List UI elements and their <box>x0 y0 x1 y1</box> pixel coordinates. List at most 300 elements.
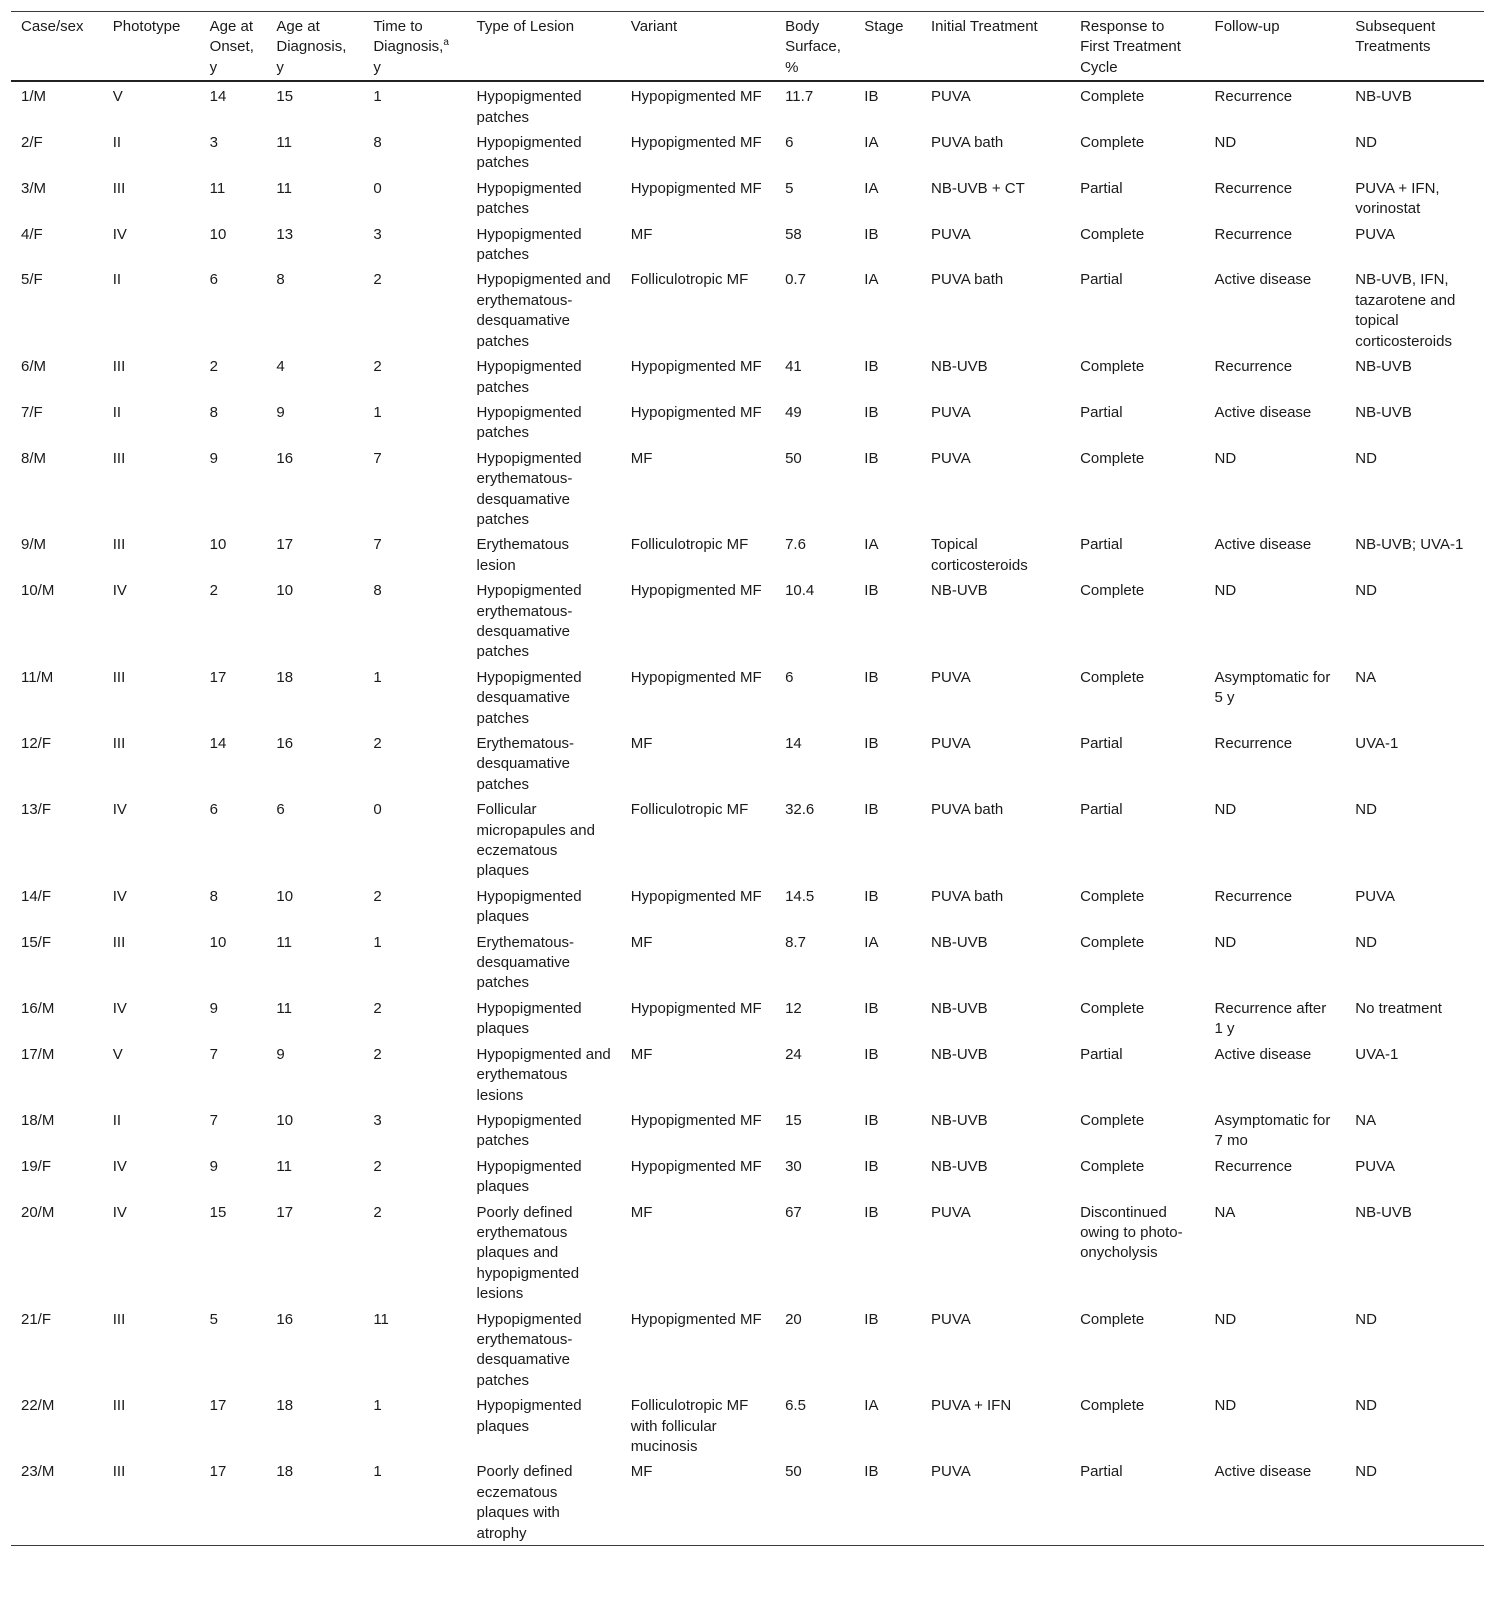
cell-variant: Hypopigmented MF <box>630 134 762 152</box>
cell-phototype: II <box>112 134 122 152</box>
cell-phototype: IV <box>112 582 127 600</box>
cell-time-to-diagnosis: 1 <box>373 1397 382 1415</box>
cell-variant: Hypopigmented MF <box>630 358 762 376</box>
cell-time-to-diagnosis: 2 <box>373 887 382 905</box>
table-row <box>11 1153 1484 1199</box>
cell-type-of-lesion: Hypopigmented plaques <box>476 1157 582 1196</box>
cell-time-to-diagnosis: 1 <box>373 933 382 951</box>
cell-stage: IA <box>864 179 879 197</box>
cell-time-to-diagnosis: 2 <box>373 271 382 289</box>
cell-variant: MF <box>630 449 653 467</box>
cell-stage: IB <box>864 1463 879 1481</box>
cell-stage: IB <box>864 1045 879 1063</box>
cell-phototype: III <box>112 735 126 752</box>
cell-phototype: V <box>112 88 123 106</box>
cell-follow-up: Active disease <box>1214 1463 1312 1481</box>
cell-response: Complete <box>1080 1157 1145 1175</box>
cell-follow-up: Active disease <box>1214 271 1312 289</box>
cell-time-to-diagnosis: 1 <box>373 1463 382 1481</box>
table-row <box>11 929 1484 995</box>
cell-subsequent-treatments: PUVA <box>1355 887 1395 905</box>
cell-age-onset: 2 <box>209 582 219 600</box>
cell-age-diagnosis: 11 <box>276 134 292 152</box>
table-row <box>11 1458 1484 1545</box>
cell-case-sex: 16/M <box>21 999 55 1017</box>
cell-response: Complete <box>1080 88 1145 106</box>
cell-case-sex: 17/M <box>21 1045 55 1063</box>
cell-age-onset: 6 <box>209 801 219 819</box>
cell-body-surface: 67 <box>785 1203 802 1221</box>
cell-stage: IB <box>864 582 879 600</box>
cell-response: Partial <box>1080 1045 1123 1063</box>
table-container <box>11 11 1484 1546</box>
cell-variant: Hypopigmented MF <box>630 999 762 1017</box>
cell-case-sex: 14/F <box>21 887 52 905</box>
cell-initial-treatment: NB-UVB <box>931 933 988 951</box>
cell-age-diagnosis: 9 <box>276 403 285 421</box>
cell-variant: Hypopigmented MF <box>630 1157 762 1175</box>
cell-initial-treatment: PUVA <box>931 449 971 467</box>
cell-initial-treatment: PUVA <box>931 1463 971 1481</box>
cell-case-sex: 23/M <box>21 1463 55 1481</box>
cell-body-surface: 24 <box>785 1045 802 1063</box>
cell-age-onset: 3 <box>209 134 219 152</box>
cell-body-surface: 11.7 <box>785 88 814 106</box>
cell-age-onset: 7 <box>209 1111 219 1129</box>
cell-initial-treatment: NB-UVB <box>931 999 988 1017</box>
cell-time-to-diagnosis: 2 <box>373 1045 382 1063</box>
cell-follow-up: ND <box>1214 582 1237 600</box>
cell-variant: MF <box>630 1045 653 1063</box>
cell-follow-up: Recurrence <box>1214 179 1293 197</box>
cell-body-surface: 30 <box>785 1157 802 1175</box>
cell-case-sex: 21/F <box>21 1310 52 1328</box>
cell-follow-up: Recurrence <box>1214 735 1293 752</box>
cell-age-diagnosis: 9 <box>276 1045 285 1063</box>
cell-stage: IB <box>864 403 879 421</box>
cell-age-onset: 14 <box>209 735 227 752</box>
cell-stage: IB <box>864 1203 879 1221</box>
cell-initial-treatment: NB-UVB <box>931 582 988 600</box>
col-header-case-sex: Case/sex <box>21 18 84 35</box>
cell-age-diagnosis: 15 <box>276 88 294 106</box>
cell-body-surface: 6 <box>785 668 794 686</box>
cell-subsequent-treatments: ND <box>1355 1397 1377 1415</box>
cell-phototype: II <box>112 271 122 289</box>
cell-age-diagnosis: 17 <box>276 536 294 554</box>
cell-phototype: IV <box>112 1203 127 1221</box>
cell-age-onset: 5 <box>209 1310 219 1328</box>
cell-body-surface: 14 <box>785 735 802 752</box>
cell-phototype: IV <box>112 1157 127 1175</box>
cell-variant: MF <box>630 225 653 243</box>
cell-type-of-lesion: Hypopigmented desquamative patches <box>476 668 582 727</box>
cell-age-diagnosis: 10 <box>276 582 294 600</box>
cell-body-surface: 50 <box>785 1463 802 1481</box>
cell-subsequent-treatments: NA <box>1355 668 1377 686</box>
col-header-time-to-diagnosis <box>363 12 466 82</box>
cell-follow-up: ND <box>1214 1310 1237 1328</box>
cell-age-onset: 10 <box>209 225 227 243</box>
cell-initial-treatment: PUVA <box>931 1310 971 1328</box>
table-row <box>11 531 1484 577</box>
cell-phototype: III <box>112 449 126 467</box>
cell-case-sex: 19/F <box>21 1157 52 1175</box>
cell-subsequent-treatments: ND <box>1355 1310 1377 1328</box>
cell-variant: Hypopigmented MF <box>630 887 762 905</box>
cell-subsequent-treatments: NA <box>1355 1111 1377 1129</box>
col-header-follow-up: Follow-up <box>1214 18 1280 35</box>
cell-subsequent-treatments: ND <box>1355 134 1377 152</box>
cell-variant: MF <box>630 735 653 752</box>
cell-response: Complete <box>1080 449 1145 467</box>
cell-stage: IB <box>864 801 879 819</box>
table-row <box>11 353 1484 399</box>
cell-time-to-diagnosis: 1 <box>373 88 382 106</box>
cell-age-onset: 9 <box>209 449 219 467</box>
cell-follow-up: ND <box>1214 801 1237 819</box>
cell-time-to-diagnosis: 2 <box>373 735 382 752</box>
cell-subsequent-treatments: NB-UVB, IFN, tazarotene and topical corticosteroids <box>1355 271 1456 350</box>
cell-age-diagnosis: 18 <box>276 668 294 686</box>
cell-follow-up: Recurrence after 1 y <box>1214 999 1327 1038</box>
cell-variant: Hypopigmented MF <box>630 403 762 421</box>
cell-case-sex: 22/M <box>21 1397 55 1415</box>
cell-type-of-lesion: Follicular micropapules and eczematous plaques <box>476 801 595 880</box>
cell-subsequent-treatments: NB-UVB <box>1355 1203 1412 1221</box>
cell-stage: IB <box>864 1157 879 1175</box>
cell-follow-up: Recurrence <box>1214 1157 1293 1175</box>
cell-time-to-diagnosis: 11 <box>373 1310 389 1328</box>
cell-type-of-lesion: Hypopigmented and erythematous lesions <box>476 1045 611 1104</box>
table-row <box>11 664 1484 730</box>
cell-response: Partial <box>1080 403 1123 421</box>
cell-response: Complete <box>1080 1310 1145 1328</box>
table-row <box>11 730 1484 796</box>
cell-variant: Hypopigmented MF <box>630 179 762 197</box>
table-row <box>11 1392 1484 1458</box>
cell-follow-up: ND <box>1214 1397 1237 1415</box>
table-row <box>11 577 1484 664</box>
cell-time-to-diagnosis: 0 <box>373 179 382 197</box>
cell-time-to-diagnosis: 2 <box>373 999 382 1017</box>
cell-follow-up: Recurrence <box>1214 358 1293 376</box>
cell-age-diagnosis: 8 <box>276 271 285 289</box>
cell-type-of-lesion: Hypopigmented patches <box>476 225 582 264</box>
cell-age-diagnosis: 11 <box>276 1157 292 1175</box>
cell-initial-treatment: NB-UVB <box>931 1157 988 1175</box>
cell-variant: Hypopigmented MF <box>630 668 762 686</box>
footnote-marker: a <box>443 37 449 49</box>
cell-type-of-lesion: Erythematous lesion <box>476 536 570 574</box>
cell-body-surface: 6 <box>785 134 794 152</box>
cell-case-sex: 11/M <box>21 668 54 686</box>
cell-follow-up: ND <box>1214 933 1237 951</box>
cell-time-to-diagnosis: 3 <box>373 225 382 243</box>
cell-age-diagnosis: 11 <box>276 179 292 197</box>
cell-age-onset: 17 <box>209 1397 227 1415</box>
cell-subsequent-treatments: NB-UVB <box>1355 403 1412 421</box>
cell-time-to-diagnosis: 2 <box>373 358 382 376</box>
time-to-diagnosis-unit: y <box>373 58 381 76</box>
cell-body-surface: 32.6 <box>785 801 815 819</box>
cell-case-sex: 20/M <box>21 1203 55 1221</box>
cell-phototype: III <box>112 536 126 554</box>
cell-response: Complete <box>1080 999 1145 1017</box>
cell-initial-treatment: NB-UVB <box>931 358 988 376</box>
cell-variant: Hypopigmented MF <box>630 582 762 600</box>
cell-body-surface: 10.4 <box>785 582 815 600</box>
cell-age-onset: 17 <box>209 668 227 686</box>
cell-age-onset: 9 <box>209 1157 219 1175</box>
cell-age-diagnosis: 16 <box>276 449 294 467</box>
cell-age-diagnosis: 18 <box>276 1463 294 1481</box>
cell-phototype: V <box>112 1045 123 1063</box>
cell-type-of-lesion: Hypopigmented patches <box>476 358 582 396</box>
cell-follow-up: ND <box>1214 134 1237 152</box>
cell-response: Partial <box>1080 801 1123 819</box>
cell-response: Complete <box>1080 887 1145 905</box>
cell-subsequent-treatments: PUVA <box>1355 1157 1395 1175</box>
cell-age-onset: 10 <box>209 933 227 951</box>
cell-type-of-lesion: Hypopigmented patches <box>476 1111 582 1150</box>
cell-body-surface: 41 <box>785 358 802 376</box>
cell-case-sex: 2/F <box>21 134 43 152</box>
cell-type-of-lesion: Hypopigmented erythematous-desquamative patches <box>476 1310 582 1389</box>
cell-follow-up: NA <box>1214 1203 1236 1221</box>
table-row <box>11 1306 1484 1393</box>
cell-case-sex: 13/F <box>21 801 52 819</box>
cell-variant: MF <box>630 1463 653 1481</box>
table-row <box>11 1107 1484 1153</box>
cell-age-diagnosis: 11 <box>276 999 292 1017</box>
cell-phototype: IV <box>112 887 127 905</box>
cell-initial-treatment: PUVA <box>931 668 971 686</box>
cell-case-sex: 12/F <box>21 735 52 752</box>
cell-follow-up: Recurrence <box>1214 887 1293 905</box>
table-row <box>11 1041 1484 1107</box>
cell-type-of-lesion: Hypopigmented patches <box>476 403 582 442</box>
cell-phototype: III <box>112 668 126 686</box>
cell-case-sex: 18/M <box>21 1111 55 1129</box>
cell-age-diagnosis: 10 <box>276 1111 294 1129</box>
cell-stage: IB <box>864 735 879 752</box>
cell-subsequent-treatments: PUVA <box>1355 225 1395 243</box>
cell-stage: IA <box>864 1397 879 1415</box>
cell-stage: IB <box>864 88 879 106</box>
cell-age-onset: 17 <box>209 1463 227 1481</box>
cell-subsequent-treatments: ND <box>1355 449 1377 467</box>
cell-subsequent-treatments: PUVA + IFN, vorinostat <box>1355 179 1440 218</box>
cell-type-of-lesion: Hypopigmented patches <box>476 88 582 126</box>
cell-initial-treatment: PUVA <box>931 403 971 421</box>
table-row <box>11 266 1484 353</box>
cell-initial-treatment: NB-UVB + CT <box>931 179 1025 197</box>
col-header-initial-treatment: Initial Treatment <box>931 18 1038 35</box>
cell-stage: IB <box>864 887 879 905</box>
cell-initial-treatment: PUVA bath <box>931 134 1004 152</box>
cell-case-sex: 10/M <box>21 582 55 600</box>
cell-time-to-diagnosis: 2 <box>373 1157 382 1175</box>
cell-type-of-lesion: Poorly defined eczematous plaques with atrophy <box>476 1463 573 1542</box>
cell-subsequent-treatments: NB-UVB <box>1355 88 1412 106</box>
cell-stage: IB <box>864 1310 879 1328</box>
cell-case-sex: 8/M <box>21 449 47 467</box>
table-row <box>11 883 1484 929</box>
cell-age-diagnosis: 13 <box>276 225 294 243</box>
cell-type-of-lesion: Poorly defined erythematous plaques and hypopigmented lesions <box>476 1203 580 1303</box>
cell-phototype: IV <box>112 999 127 1017</box>
cell-subsequent-treatments: ND <box>1355 582 1377 600</box>
col-header-body-surface: Body Surface, % <box>785 18 841 76</box>
table-row <box>11 175 1484 221</box>
cell-age-onset: 6 <box>209 271 219 289</box>
cell-time-to-diagnosis: 8 <box>373 134 382 152</box>
cell-type-of-lesion: Erythematous-desquamative patches <box>476 735 575 793</box>
time-to-diagnosis-label: Time to Diagnosis, <box>373 18 444 56</box>
cell-type-of-lesion: Hypopigmented plaques <box>476 887 582 926</box>
cell-variant: Folliculotropic MF <box>630 271 749 289</box>
cell-type-of-lesion: Hypopigmented erythematous-desquamative patches <box>476 449 582 528</box>
case-table <box>11 11 1484 1546</box>
cell-body-surface: 49 <box>785 403 802 421</box>
table-row <box>11 1199 1484 1306</box>
cell-age-onset: 14 <box>209 88 227 106</box>
cell-stage: IB <box>864 358 879 376</box>
cell-body-surface: 15 <box>785 1111 802 1129</box>
table-row <box>11 399 1484 445</box>
cell-body-surface: 8.7 <box>785 933 806 951</box>
cell-subsequent-treatments: NB-UVB; UVA-1 <box>1355 536 1464 554</box>
cell-response: Partial <box>1080 1463 1123 1481</box>
cell-phototype: III <box>112 933 126 951</box>
cell-response: Complete <box>1080 582 1145 600</box>
cell-phototype: II <box>112 403 122 421</box>
cell-response: Complete <box>1080 358 1145 376</box>
header-row <box>11 12 1484 82</box>
cell-case-sex: 5/F <box>21 271 43 289</box>
cell-age-onset: 7 <box>209 1045 219 1063</box>
cell-time-to-diagnosis: 1 <box>373 403 382 421</box>
cell-type-of-lesion: Hypopigmented plaques <box>476 999 582 1038</box>
cell-age-onset: 8 <box>209 403 219 421</box>
cell-body-surface: 50 <box>785 449 802 467</box>
col-header-phototype: Phototype <box>112 18 181 35</box>
table-row <box>11 129 1484 175</box>
cell-body-surface: 14.5 <box>785 887 815 905</box>
cell-follow-up: Asymptomatic for 5 y <box>1214 668 1331 707</box>
cell-variant: MF <box>630 933 653 951</box>
cell-age-diagnosis: 6 <box>276 801 285 819</box>
cell-initial-treatment: PUVA + IFN <box>931 1397 1012 1415</box>
cell-time-to-diagnosis: 2 <box>373 1203 382 1221</box>
cell-type-of-lesion: Erythematous-desquamative patches <box>476 933 575 992</box>
cell-initial-treatment: NB-UVB <box>931 1111 988 1129</box>
cell-response: Complete <box>1080 1397 1145 1415</box>
cell-initial-treatment: Topical corticosteroids <box>931 536 1028 574</box>
table-row <box>11 221 1484 267</box>
cell-type-of-lesion: Hypopigmented patches <box>476 134 582 172</box>
cell-follow-up: Recurrence <box>1214 225 1293 243</box>
cell-initial-treatment: PUVA bath <box>931 887 1004 905</box>
col-header-type-of-lesion: Type of Lesion <box>476 18 575 35</box>
col-header-stage: Stage <box>864 18 904 35</box>
cell-subsequent-treatments: ND <box>1355 801 1377 819</box>
cell-stage: IB <box>864 225 879 243</box>
cell-age-diagnosis: 11 <box>276 933 292 951</box>
table-row <box>11 796 1484 883</box>
cell-variant: Folliculotropic MF with follicular mucinosis <box>630 1397 749 1455</box>
cell-subsequent-treatments: UVA-1 <box>1355 1045 1399 1063</box>
cell-age-diagnosis: 16 <box>276 1310 294 1328</box>
cell-stage: IA <box>864 271 879 289</box>
cell-body-surface: 58 <box>785 225 802 243</box>
col-header-age-diagnosis: Age at Diagnosis, y <box>276 18 347 76</box>
cell-initial-treatment: PUVA <box>931 225 971 243</box>
cell-phototype: IV <box>112 801 127 819</box>
cell-body-surface: 6.5 <box>785 1397 806 1415</box>
cell-age-diagnosis: 18 <box>276 1397 294 1415</box>
cell-case-sex: 7/F <box>21 403 43 421</box>
cell-body-surface: 7.6 <box>785 536 806 554</box>
cell-age-onset: 15 <box>209 1203 227 1221</box>
cell-response: Complete <box>1080 668 1145 686</box>
cell-age-onset: 11 <box>209 179 226 197</box>
cell-subsequent-treatments: ND <box>1355 933 1377 951</box>
cell-case-sex: 6/M <box>21 358 47 376</box>
cell-phototype: III <box>112 358 126 376</box>
cell-stage: IA <box>864 134 879 152</box>
table-body <box>11 81 1484 1545</box>
cell-variant: Folliculotropic MF <box>630 536 749 554</box>
cell-type-of-lesion: Hypopigmented erythematous-desquamative patches <box>476 582 582 661</box>
table-row <box>11 445 1484 532</box>
cell-subsequent-treatments: UVA-1 <box>1355 735 1399 752</box>
cell-time-to-diagnosis: 1 <box>373 668 382 686</box>
cell-response: Complete <box>1080 1111 1145 1129</box>
cell-response: Complete <box>1080 225 1145 243</box>
cell-initial-treatment: PUVA <box>931 1203 971 1221</box>
cell-case-sex: 1/M <box>21 88 47 106</box>
table-row <box>11 995 1484 1041</box>
cell-time-to-diagnosis: 8 <box>373 582 382 600</box>
cell-variant: Folliculotropic MF <box>630 801 749 819</box>
cell-age-diagnosis: 4 <box>276 358 285 376</box>
cell-variant: MF <box>630 1203 653 1221</box>
cell-phototype: III <box>112 1463 126 1481</box>
cell-response: Partial <box>1080 179 1123 197</box>
cell-follow-up: Active disease <box>1214 403 1312 421</box>
cell-phototype: IV <box>112 225 127 243</box>
cell-case-sex: 4/F <box>21 225 43 243</box>
col-header-age-onset: Age at Onset, y <box>209 18 254 76</box>
cell-initial-treatment: PUVA bath <box>931 801 1004 819</box>
cell-stage: IB <box>864 999 879 1017</box>
cell-response: Complete <box>1080 134 1145 152</box>
col-header-response: Response to First Treatment Cycle <box>1080 18 1181 76</box>
cell-stage: IA <box>864 933 879 951</box>
cell-initial-treatment: PUVA <box>931 88 971 106</box>
cell-time-to-diagnosis: 3 <box>373 1111 382 1129</box>
cell-time-to-diagnosis: 7 <box>373 449 382 467</box>
cell-type-of-lesion: Hypopigmented patches <box>476 179 582 218</box>
cell-age-onset: 9 <box>209 999 219 1017</box>
cell-follow-up: Active disease <box>1214 536 1312 554</box>
cell-initial-treatment: PUVA <box>931 735 971 752</box>
cell-response: Partial <box>1080 735 1123 752</box>
cell-age-onset: 2 <box>209 358 219 376</box>
cell-time-to-diagnosis: 0 <box>373 801 382 819</box>
